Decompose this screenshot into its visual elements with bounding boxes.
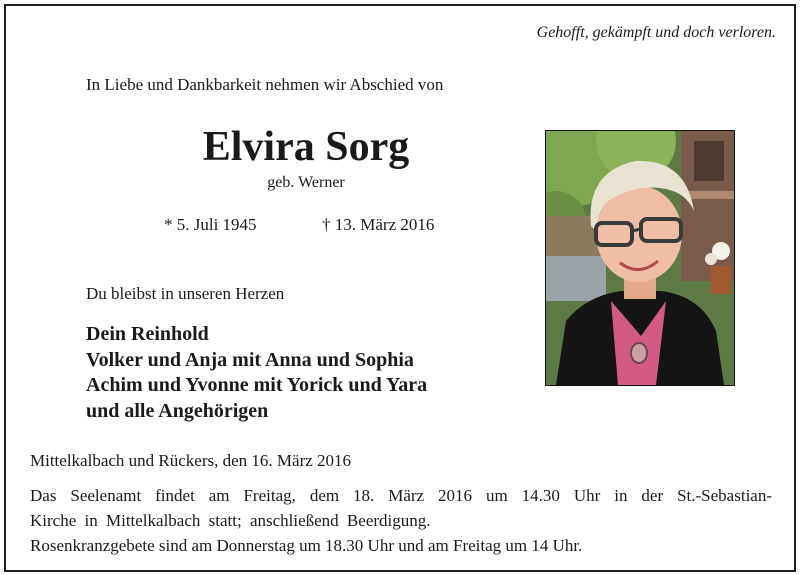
notice-line: Das Seelenamt findet am Freitag, dem 18. März 2016 um 14.30 Uhr in der St.-Sebastian- <box>30 486 772 505</box>
place-and-date: Mittelkalbach und Rückers, den 16. März 2016 <box>30 451 352 470</box>
mourner-line: Dein Reinhold <box>86 323 209 345</box>
notice-line: Kirche in Mittelkalbach statt; anschließend Beerdigung. <box>30 511 431 530</box>
death-date: † 13. März 2016 <box>322 215 435 234</box>
portrait-photo <box>545 130 735 386</box>
mourner-line: und alle Angehörigen <box>86 399 269 422</box>
motto: Gehofft, gekämpft und doch verloren. <box>536 24 776 41</box>
deceased-name: Elvira Sorg <box>202 124 410 170</box>
mourner-line: Achim und Yvonne mit Yorick und Yara <box>86 374 428 396</box>
farewell-line: Du bleibst in unseren Herzen <box>86 284 285 303</box>
intro-line: In Liebe und Dankbarkeit nehmen wir Abschied von <box>86 75 444 94</box>
mourners-list <box>86 322 427 424</box>
mourner-line: Volker und Anja mit Anna und Sophia <box>86 348 414 371</box>
birth-date: * 5. Juli 1945 <box>164 215 257 234</box>
notice-line: Rosenkranzgebete sind am Donnerstag um 18.30 Uhr und am Freitag um 14 Uhr. <box>30 536 583 555</box>
service-notice <box>30 483 772 558</box>
birth-name: geb. Werner <box>267 174 345 191</box>
